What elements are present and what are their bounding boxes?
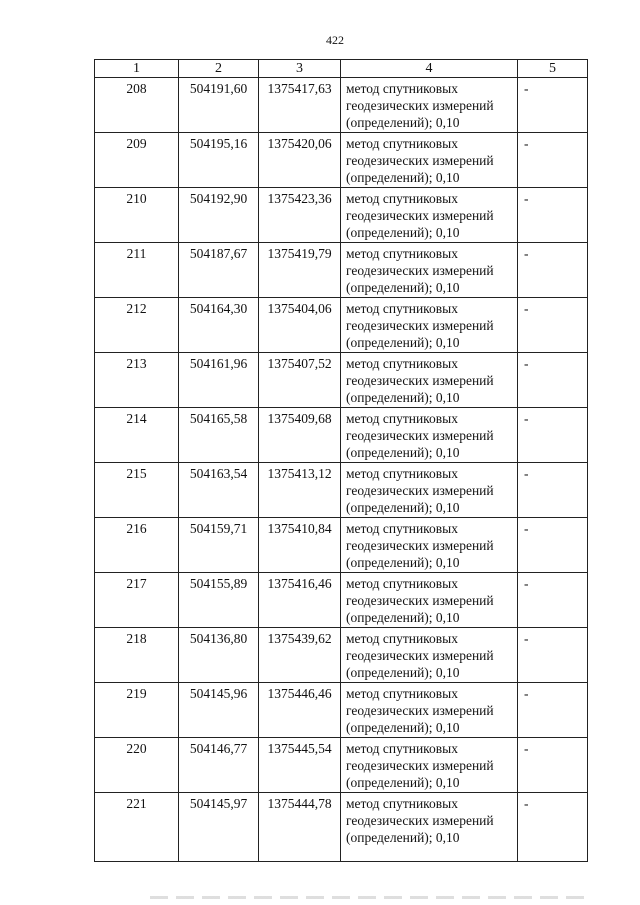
note-cell: - [518, 573, 588, 628]
method-cell: метод спутниковых геодезических измерений (определений); 0,10 [341, 573, 518, 628]
point-number-cell: 209 [95, 133, 179, 188]
method-cell: метод спутниковых геодезических измерений (определений); 0,10 [341, 243, 518, 298]
table-row [95, 573, 588, 628]
y-coordinate-cell: 1375410,84 [259, 518, 341, 573]
y-coordinate-cell: 1375413,12 [259, 463, 341, 518]
y-coordinate-cell: 1375446,46 [259, 683, 341, 738]
note-cell: - [518, 133, 588, 188]
table-row [95, 518, 588, 573]
method-cell: метод спутниковых геодезических измерений (определений); 0,10 [341, 78, 518, 133]
footer-scan-artifact [150, 896, 590, 899]
column-header-1: 1 [95, 60, 179, 78]
method-cell: метод спутниковых геодезических измерений (определений); 0,10 [341, 408, 518, 463]
table-row [95, 628, 588, 683]
point-number-cell: 218 [95, 628, 179, 683]
x-coordinate-cell: 504191,60 [179, 78, 259, 133]
note-cell: - [518, 793, 588, 862]
y-coordinate-cell: 1375409,68 [259, 408, 341, 463]
y-coordinate-cell: 1375404,06 [259, 298, 341, 353]
y-coordinate-cell: 1375423,36 [259, 188, 341, 243]
x-coordinate-cell: 504195,16 [179, 133, 259, 188]
column-header-2: 2 [179, 60, 259, 78]
table-row [95, 78, 588, 133]
point-number-cell: 219 [95, 683, 179, 738]
point-number-cell: 211 [95, 243, 179, 298]
method-cell: метод спутниковых геодезических измерений (определений); 0,10 [341, 298, 518, 353]
y-coordinate-cell: 1375420,06 [259, 133, 341, 188]
y-coordinate-cell: 1375417,63 [259, 78, 341, 133]
note-cell: - [518, 738, 588, 793]
x-coordinate-cell: 504146,77 [179, 738, 259, 793]
table-row [95, 298, 588, 353]
table-row [95, 353, 588, 408]
note-cell: - [518, 298, 588, 353]
y-coordinate-cell: 1375445,54 [259, 738, 341, 793]
method-cell: метод спутниковых геодезических измерений (определений); 0,10 [341, 683, 518, 738]
y-coordinate-cell: 1375416,46 [259, 573, 341, 628]
table-row [95, 683, 588, 738]
page-number: 422 [326, 33, 344, 47]
point-number-cell: 213 [95, 353, 179, 408]
x-coordinate-cell: 504187,67 [179, 243, 259, 298]
point-number-cell: 215 [95, 463, 179, 518]
note-cell: - [518, 188, 588, 243]
x-coordinate-cell: 504163,54 [179, 463, 259, 518]
coordinates-table [94, 59, 588, 862]
x-coordinate-cell: 504161,96 [179, 353, 259, 408]
x-coordinate-cell: 504145,97 [179, 793, 259, 862]
y-coordinate-cell: 1375419,79 [259, 243, 341, 298]
table-row [95, 188, 588, 243]
table-row [95, 408, 588, 463]
table-body [95, 78, 588, 862]
point-number-cell: 208 [95, 78, 179, 133]
method-cell: метод спутниковых геодезических измерений (определений); 0,10 [341, 628, 518, 683]
x-coordinate-cell: 504155,89 [179, 573, 259, 628]
note-cell: - [518, 463, 588, 518]
table-header-row [95, 60, 588, 78]
point-number-cell: 221 [95, 793, 179, 862]
method-cell: метод спутниковых геодезических измерений (определений); 0,10 [341, 738, 518, 793]
y-coordinate-cell: 1375444,78 [259, 793, 341, 862]
point-number-cell: 217 [95, 573, 179, 628]
note-cell: - [518, 518, 588, 573]
point-number-cell: 210 [95, 188, 179, 243]
note-cell: - [518, 683, 588, 738]
y-coordinate-cell: 1375407,52 [259, 353, 341, 408]
table-row [95, 243, 588, 298]
table-row [95, 793, 588, 862]
note-cell: - [518, 408, 588, 463]
column-header-5: 5 [518, 60, 588, 78]
x-coordinate-cell: 504136,80 [179, 628, 259, 683]
note-cell: - [518, 78, 588, 133]
x-coordinate-cell: 504164,30 [179, 298, 259, 353]
y-coordinate-cell: 1375439,62 [259, 628, 341, 683]
point-number-cell: 216 [95, 518, 179, 573]
point-number-cell: 214 [95, 408, 179, 463]
x-coordinate-cell: 504159,71 [179, 518, 259, 573]
table-row [95, 133, 588, 188]
method-cell: метод спутниковых геодезических измерений (определений); 0,10 [341, 188, 518, 243]
point-number-cell: 220 [95, 738, 179, 793]
note-cell: - [518, 353, 588, 408]
method-cell: метод спутниковых геодезических измерений (определений); 0,10 [341, 353, 518, 408]
method-cell: метод спутниковых геодезических измерений (определений); 0,10 [341, 793, 518, 862]
note-cell: - [518, 243, 588, 298]
method-cell: метод спутниковых геодезических измерений (определений); 0,10 [341, 518, 518, 573]
table-row [95, 738, 588, 793]
method-cell: метод спутниковых геодезических измерений (определений); 0,10 [341, 463, 518, 518]
table-row [95, 463, 588, 518]
x-coordinate-cell: 504145,96 [179, 683, 259, 738]
note-cell: - [518, 628, 588, 683]
x-coordinate-cell: 504192,90 [179, 188, 259, 243]
point-number-cell: 212 [95, 298, 179, 353]
column-header-4: 4 [341, 60, 518, 78]
column-header-3: 3 [259, 60, 341, 78]
x-coordinate-cell: 504165,58 [179, 408, 259, 463]
method-cell: метод спутниковых геодезических измерений (определений); 0,10 [341, 133, 518, 188]
